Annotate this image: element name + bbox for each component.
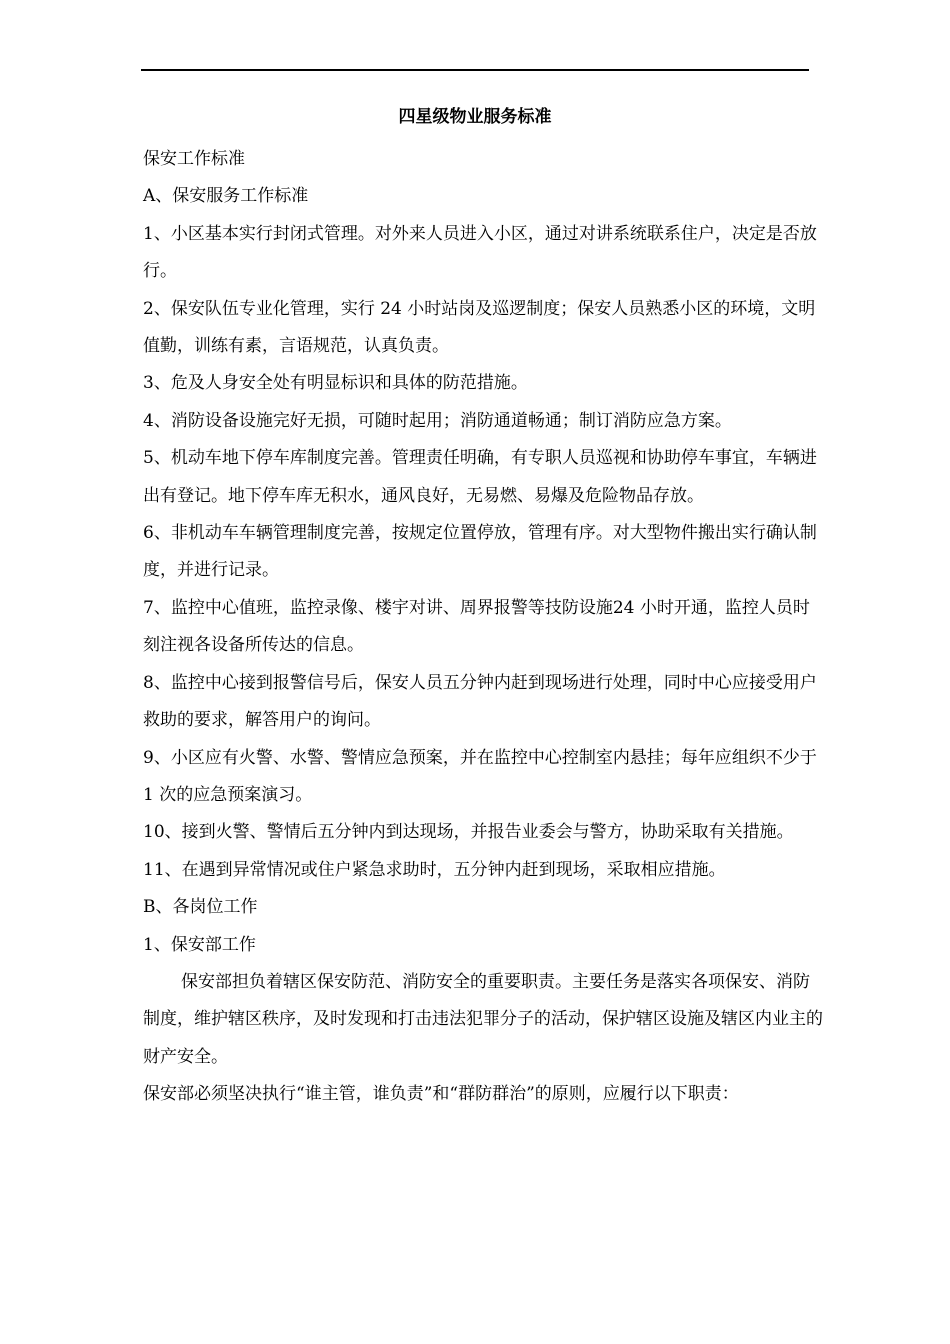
list-item: 4、消防设备设施完好无损，可随时起用；消防通道畅通；制订消防应急方案。 — [143, 410, 732, 431]
subsection-heading: B、各岗位工作 — [143, 897, 258, 918]
section-heading: 保安工作标准 — [143, 149, 245, 169]
body-paragraph: 保安部担负着辖区保安防范、消防安全的重要职责。主要任务是落实各项保安、消防制度，维护辖区秩序，及时发现和打击违法犯罪分子的活动，保护辖区设施及辖区内业主的财产安全。 — [143, 971, 823, 1067]
list-item: 3、危及人身安全处有明显标识和具体的防范措施。 — [143, 373, 528, 394]
list-item: 2、保安队伍专业化管理，实行 24 小时站岗及巡逻制度；保安人员熟悉小区的环境，文明值勤，训练有素，言语规范，认真负责。 — [143, 298, 816, 357]
header-rule — [141, 69, 809, 71]
list-item: 6、非机动车车辆管理制度完善，按规定位置停放，管理有序。对大型物件搬出实行确认制度，并进行记录。 — [143, 523, 817, 581]
document-body — [143, 141, 823, 1114]
list-item: 8、监控中心接到报警信号后，保安人员五分钟内赶到现场进行处理，同时中心应接受用户救助的要求，解答用户的询问。 — [143, 672, 817, 731]
document-title: 四星级物业服务标准 — [398, 107, 552, 127]
list-item: 10、接到火警、警情后五分钟内到达现场，并报告业委会与警方，协助采取有关措施。 — [143, 822, 794, 843]
list-item-heading: 1、保安部工作 — [143, 934, 256, 955]
list-item: 11、在遇到异常情况或住户紧急求助时，五分钟内赶到现场，采取相应措施。 — [143, 859, 726, 880]
subsection-heading: A、保安服务工作标准 — [143, 186, 309, 207]
body-paragraph: 保安部必须坚决执行“谁主管，谁负责”和“群防群治”的原则，应履行以下职责： — [143, 1084, 739, 1105]
list-item: 7、监控中心值班，监控录像、楼宇对讲、周界报警等技防设施24 小时开通，监控人员时刻注视各设备所传达的信息。 — [143, 597, 810, 656]
list-item: 5、机动车地下停车库制度完善。管理责任明确，有专职人员巡视和协助停车事宜，车辆进出有登记。地下停车库无积水，通风良好，无易燃、易爆及危险物品存放。 — [143, 448, 817, 506]
list-item: 9、小区应有火警、水警、警情应急预案，并在监控中心控制室内悬挂；每年应组织不少于 1 次的应急预案演习。 — [143, 747, 817, 805]
list-item: 1、小区基本实行封闭式管理。对外来人员进入小区，通过对讲系统联系住户，决定是否放行。 — [143, 223, 817, 282]
